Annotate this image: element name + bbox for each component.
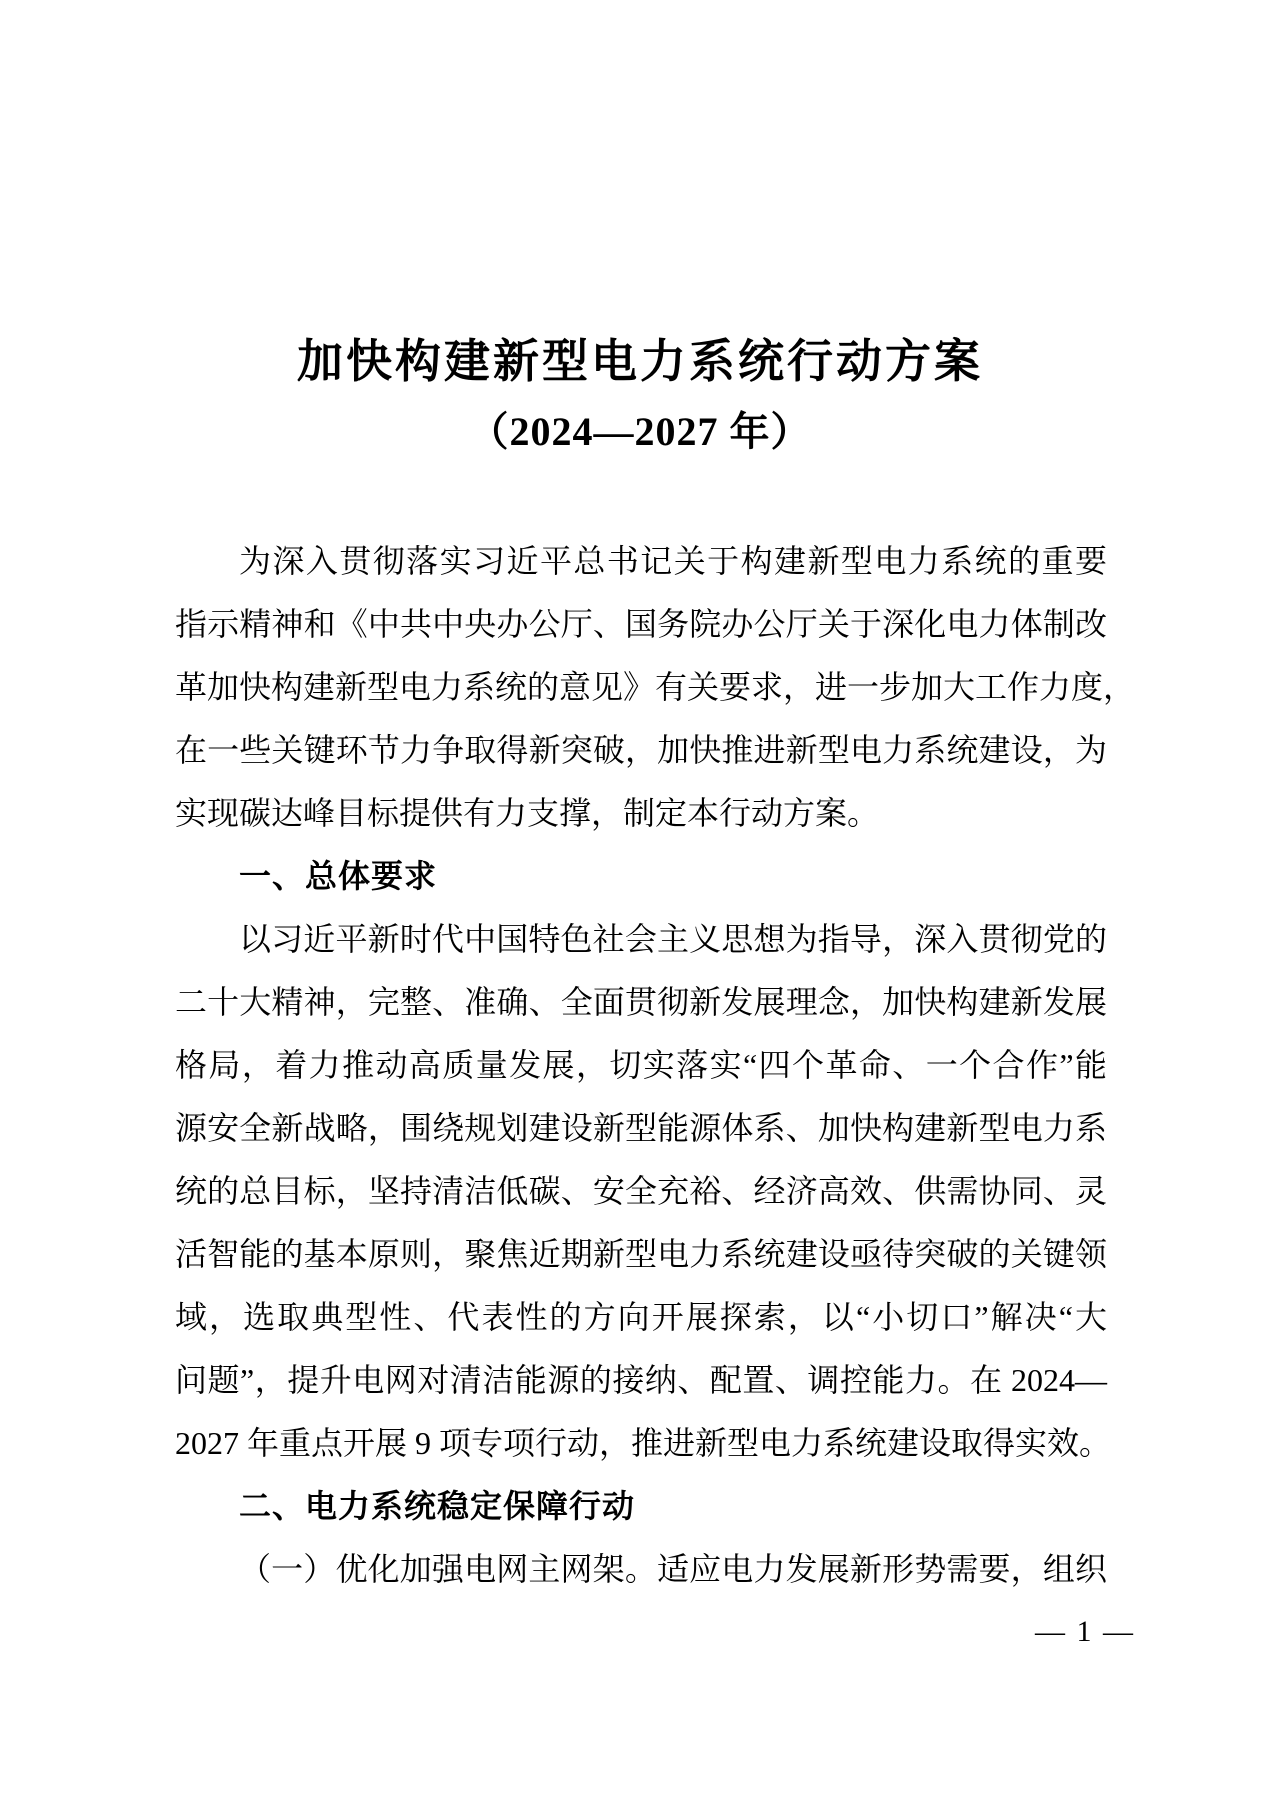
document-title: 加快构建新型电力系统行动方案 [297, 336, 983, 387]
paragraph-line: 实现碳达峰目标提供有力支撑，制定本行动方案。 [175, 795, 880, 831]
paragraph-line: 2027 年重点开展 9 项专项行动，推进新型电力系统建设取得实效。 [175, 1425, 1112, 1461]
subsection-lead-optimize-grid-backbone: （一）优化加强电网主网架。 [239, 1551, 657, 1587]
paragraph-line: 域，选取典型性、代表性的方向开展探索，以“小切口”解决“大 [175, 1299, 1107, 1335]
paragraph-line: 在一些关键环节力争取得新突破，加快推进新型电力系统建设，为 [175, 732, 1107, 768]
paragraph-line: 问题”，提升电网对清洁能源的接纳、配置、调控能力。在 2024— [175, 1362, 1107, 1398]
document-subtitle: （2024—2027 年） [468, 409, 812, 454]
paragraph-line [175, 1538, 1107, 1601]
paragraph-line: 活智能的基本原则，聚焦近期新型电力系统建设亟待突破的关键领 [175, 1236, 1107, 1272]
paragraph-line: 为深入贯彻落实习近平总书记关于构建新型电力系统的重要 [239, 543, 1107, 579]
paragraph-line: 二十大精神，完整、准确、全面贯彻新发展理念，加快构建新发展 [175, 984, 1107, 1020]
paragraph-line: 指示精神和《中共中央办公厅、国务院办公厅关于深化电力体制改 [175, 606, 1107, 642]
paragraph-line: 革加快构建新型电力系统的意见》有关要求，进一步加大工作力度， [175, 669, 1136, 705]
paragraph-line: 源安全新战略，围绕规划建设新型能源体系、加快构建新型电力系 [175, 1110, 1107, 1146]
section-heading-general-requirements: 一、总体要求 [239, 858, 438, 894]
document-body [175, 530, 1136, 1601]
paragraph-line: 以习近平新时代中国特色社会主义思想为指导，深入贯彻党的 [239, 921, 1107, 957]
paragraph-line: 格局，着力推动高质量发展，切实落实“四个革命、一个合作”能 [175, 1047, 1107, 1083]
paragraph-text: 适应电力发展新形势需要，组织 [657, 1551, 1107, 1587]
page-number: — 1 — [1035, 1615, 1135, 1648]
paragraph-line: 统的总目标，坚持清洁低碳、安全充裕、经济高效、供需协同、灵 [175, 1173, 1107, 1209]
section-heading-power-system-stability-action: 二、电力系统稳定保障行动 [239, 1488, 636, 1524]
